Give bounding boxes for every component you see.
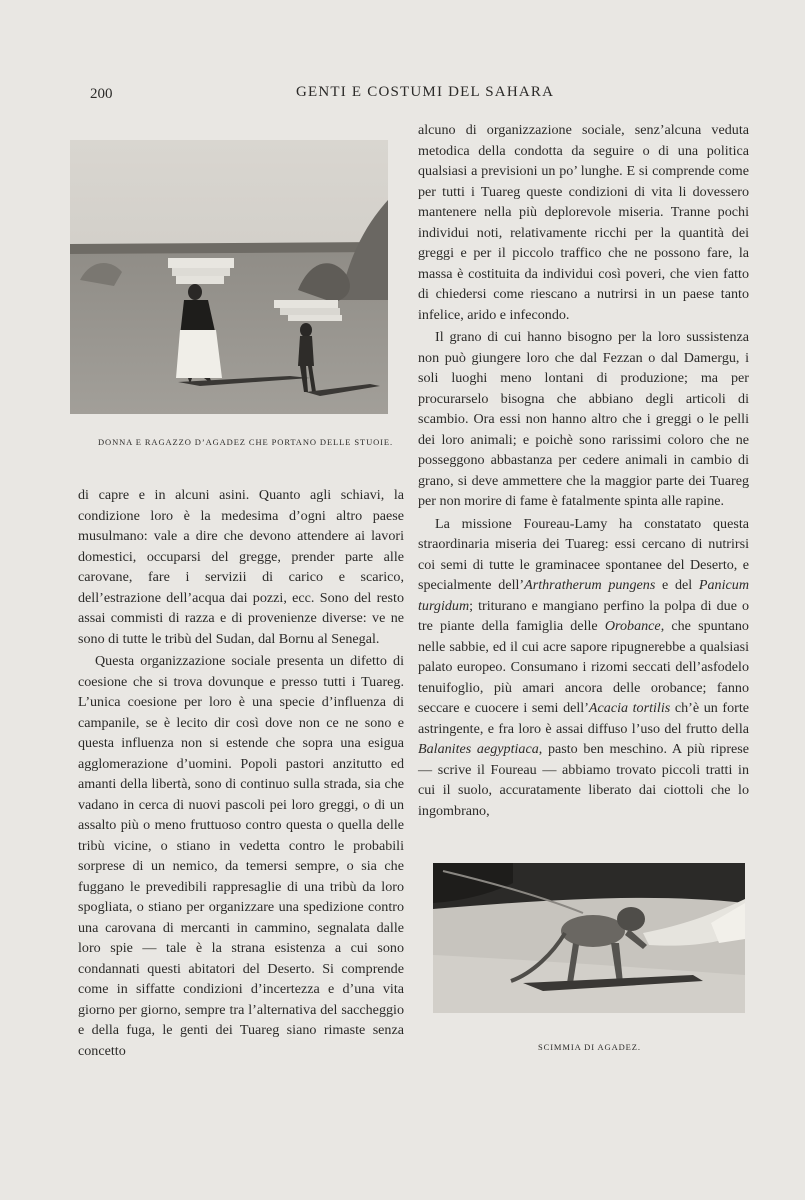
text-column-right <box>418 120 749 821</box>
species-name: Panicum turgidum <box>418 577 750 614</box>
text-run: La missione Foureau-Lamy ha constatato questa straordinaria miseria dei Tuareg: essi cercano di nutrirsi coi semi di tutte le graminacee spontanee del Deserto, e specialmente dell’ <box>418 515 749 593</box>
species-name: Orobance <box>604 618 661 634</box>
page-number: 200 <box>90 86 113 102</box>
text-run: e del <box>655 577 699 593</box>
paragraph: alcuno di organizzazione sociale, senz’alcuna veduta metodica della condotta da seguire o di una politica qualsiasi a previsioni un po’ lunghe. E si comprende come per tutti i Tuareg queste condizioni di vita li dovessero mantenere nella più deplorevole miseria. Tranne pochi individui noti, relativamente ricchi per la quantità dei greggi e per il piccolo traffico che ne possono fare, la massa è costituita da individui così poveri, che vien fatto di chiedersi come riescano a nutrirsi in un paese tanto infelice, arido e infecondo. <box>418 122 749 323</box>
figure-caption-1: DONNA E RAGAZZO D’AGADEZ CHE PORTANO DELLE STUOIE. <box>98 437 394 447</box>
figure-caption-2: SCIMMIA DI AGADEZ. <box>538 1042 641 1052</box>
species-name: Balanites aegyptiaca <box>418 741 539 757</box>
paragraph: di capre e in alcuni asini. Quanto agli schiavi, la condizione loro è la medesima d’ogni altro paese musulmano: vale a dire che devono attendere ai lavori domestici, occuparsi del gregge, prender parte alle carovane, fare i servizii di carico e scarico, dell’estrazione dell’acqua dai pozzi, ecc. Sono del resto assai commisti di razza e di provenienze diverse: ve ne sono di tutte le tribù del Sudan, dal Bornu al Senegal. <box>78 487 404 647</box>
photo-woman-and-boy <box>70 140 388 414</box>
paragraph <box>418 514 749 822</box>
running-head: GENTI E COSTUMI DEL SAHARA <box>296 84 555 100</box>
species-name: Arthratherum pungens <box>524 577 656 593</box>
paragraph: Il grano di cui hanno bisogno per la loro sussistenza non può giungere loro che dal Fezzan o dal Damergu, i soli luoghi meno lontani di produzione; ma per procurarselo bisogna che abbiano degli articoli di scambio. Ora essi non hanno altro che i greggi o le pelli dei loro animali; e poichè sono rarissimi coloro che ne posseggono abbastanza per cedere animali in cambio di grano, si deve ammettere che la maggior parte dei Tuareg per non morire di fame è fatalmente spinta alle rapine. <box>418 329 749 509</box>
photo-monkey <box>433 863 745 1013</box>
text-run: ch’è un forte astringente, e fra loro è assai diffuso l’uso del frutto della <box>418 700 749 737</box>
text-column-left <box>78 485 404 1061</box>
text-run: ; triturano e mangiano perfino la polpa di due o tre piante della famiglia delle <box>418 597 749 634</box>
species-name: Acacia tortilis <box>588 700 671 716</box>
paragraph: Questa organizzazione sociale presenta un difetto di coesione che si trova dovunque e presso tutti i Tuareg. L’unica coesione per loro è una specie d’influenza di campanile, se è lecito dir così dove non ce ne sono e questa influenza non si estende che sopra una esigua agglomerazione d’uomini. Popoli pastori anzitutto ed amanti della libertà, sono di continuo sulla strada, sia che vadano in cerca di nuovi pascoli pei loro greggi, o di un assalto più o meno fruttuoso contro questa o quella delle tribù vicine, o stiano in vedetta contro le probabili sorprese di un nemico, da temersi sempre, o sia che fuggano le prevedibili rappresaglie di una tribù da loro spogliata, o stiano per organizzare una spedizione contro una carovana di mercanti in cammino, segnalata dalle loro spie — tale è la strana esistenza a cui sono condannati questi abitatori del Deserto. Si comprende come in siffatte condizioni d’incertezza e d’una vita giorno per giorno, sempre tra l’alternativa del saccheggio e della fuga, le genti dei Tuareg siano rimaste senza concetto <box>78 653 404 1059</box>
text-run: , che spuntano nelle sabbie, ed il cui acre sapore ripugnerebbe a qualsiasi palato europeo. Consumano i rizomi seccati dell’asfodelo tenuifoglio, più amari ancora delle orobance; fanno seccare e cuocere i semi dell’ <box>418 618 749 716</box>
text-run: , pasto ben meschino. A più riprese — scrive il Foureau — abbiamo trovato piccoli tratti in cui il suolo, accuratamente liberato dai ciottoli che lo ingombrano, <box>418 741 750 819</box>
